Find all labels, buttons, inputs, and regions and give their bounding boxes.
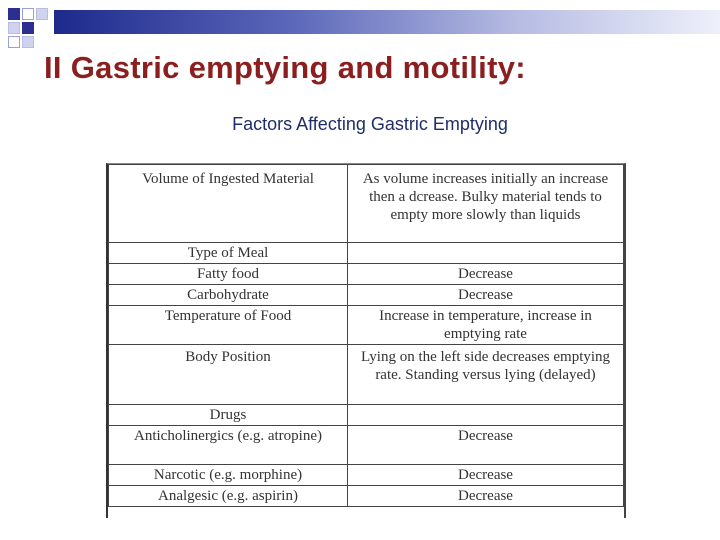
factors-table-container — [106, 163, 626, 518]
effect-cell: Decrease — [348, 285, 624, 306]
table-row — [109, 285, 624, 306]
deco-square — [8, 36, 20, 48]
effect-cell — [348, 405, 624, 426]
slide-subtitle: Factors Affecting Gastric Emptying — [232, 114, 508, 134]
table-row — [109, 264, 624, 285]
effect-cell: Increase in temperature, increase in emptying rate — [348, 306, 624, 345]
table-row — [109, 486, 624, 507]
factor-cell: Carbohydrate — [109, 285, 348, 306]
factor-cell: Drugs — [109, 405, 348, 426]
factor-cell: Fatty food — [109, 264, 348, 285]
factor-cell: Type of Meal — [109, 243, 348, 264]
table-row — [109, 165, 624, 243]
factor-cell: Narcotic (e.g. morphine) — [109, 465, 348, 486]
deco-square — [36, 8, 48, 20]
header-gradient-bar — [54, 10, 720, 34]
table-row — [109, 243, 624, 264]
factor-cell: Volume of Ingested Material — [109, 165, 348, 243]
table-row — [109, 405, 624, 426]
effect-cell: Decrease — [348, 426, 624, 465]
effect-cell: Decrease — [348, 486, 624, 507]
deco-square — [22, 22, 34, 34]
effect-cell: As volume increases initially an increase then a dcrease. Bulky material tends to empty more slowly than liquids — [348, 165, 624, 243]
effect-cell: Decrease — [348, 465, 624, 486]
factor-cell: Anticholinergics (e.g. atropine) — [109, 426, 348, 465]
factors-table — [108, 164, 624, 507]
deco-square — [8, 22, 20, 34]
effect-cell — [348, 243, 624, 264]
effect-cell: Lying on the left side decreases emptying rate. Standing versus lying (delayed) — [348, 345, 624, 405]
table-row — [109, 465, 624, 486]
factor-cell: Analgesic (e.g. aspirin) — [109, 486, 348, 507]
table-row — [109, 306, 624, 345]
factor-cell: Temperature of Food — [109, 306, 348, 345]
table-row — [109, 426, 624, 465]
effect-cell: Decrease — [348, 264, 624, 285]
slide-title: II Gastric emptying and motility: — [44, 50, 526, 85]
deco-square — [22, 8, 34, 20]
deco-square — [22, 36, 34, 48]
table-row — [109, 345, 624, 405]
deco-square — [8, 8, 20, 20]
factor-cell: Body Position — [109, 345, 348, 405]
